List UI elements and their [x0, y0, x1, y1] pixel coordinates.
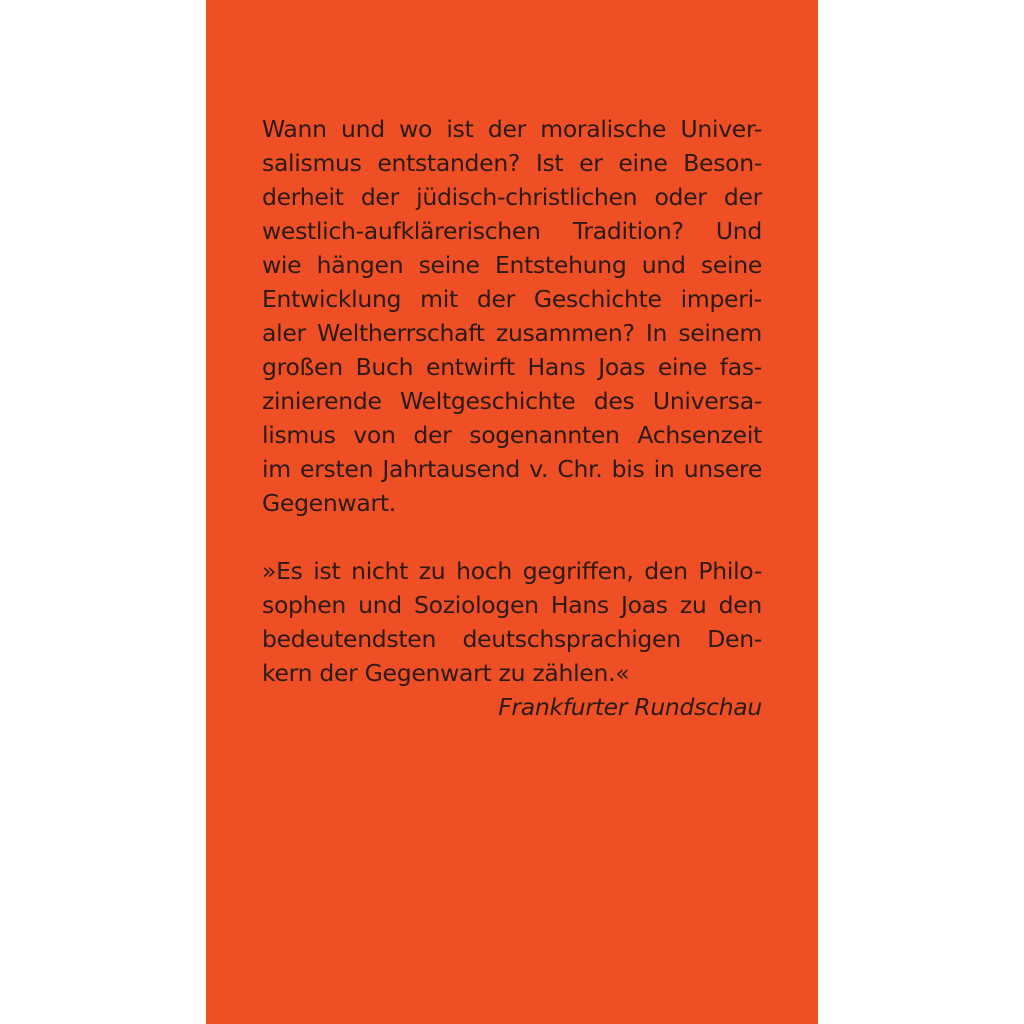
quote-line: »Es ist nicht zu hoch gegriffen, den Philo- [262, 557, 762, 585]
description-line: aler Weltherrschaft zusammen? In seinem [262, 319, 762, 347]
quote-line: bedeutendsten deutschsprachigen Den- [262, 625, 762, 653]
book-back-cover [206, 0, 818, 1024]
quote-line: kern der Gegenwart zu zählen.« [262, 659, 630, 687]
description-line: lismus von der sogenannten Achsenzeit [262, 421, 762, 449]
description-line: derheit der jüdisch-christlichen oder der [262, 183, 762, 211]
cover-text [262, 112, 762, 724]
quote-line: sophen und Soziologen Hans Joas zu den [262, 591, 762, 619]
description-line: zinierende Weltgeschichte des Universa- [262, 387, 762, 415]
description-line: Wann und wo ist der moralische Univer- [262, 115, 762, 143]
quote-source: Frankfurter Rundschau [498, 693, 762, 721]
description-line: Entwicklung mit der Geschichte imperi- [262, 285, 762, 313]
quote-paragraph [262, 554, 762, 724]
description-line: Gegenwart. [262, 489, 396, 517]
description-line: westlich-aufklärerischen Tradition? Und [262, 217, 762, 245]
description-line: großen Buch entwirft Hans Joas eine fas- [262, 353, 762, 381]
description-paragraph [262, 112, 762, 520]
description-line: wie hängen seine Entstehung und seine [262, 251, 762, 279]
description-line: salismus entstanden? Ist er eine Beson- [262, 149, 762, 177]
paragraph-gap [262, 520, 762, 554]
description-line: im ersten Jahrtausend v. Chr. bis in unsere [262, 455, 762, 483]
